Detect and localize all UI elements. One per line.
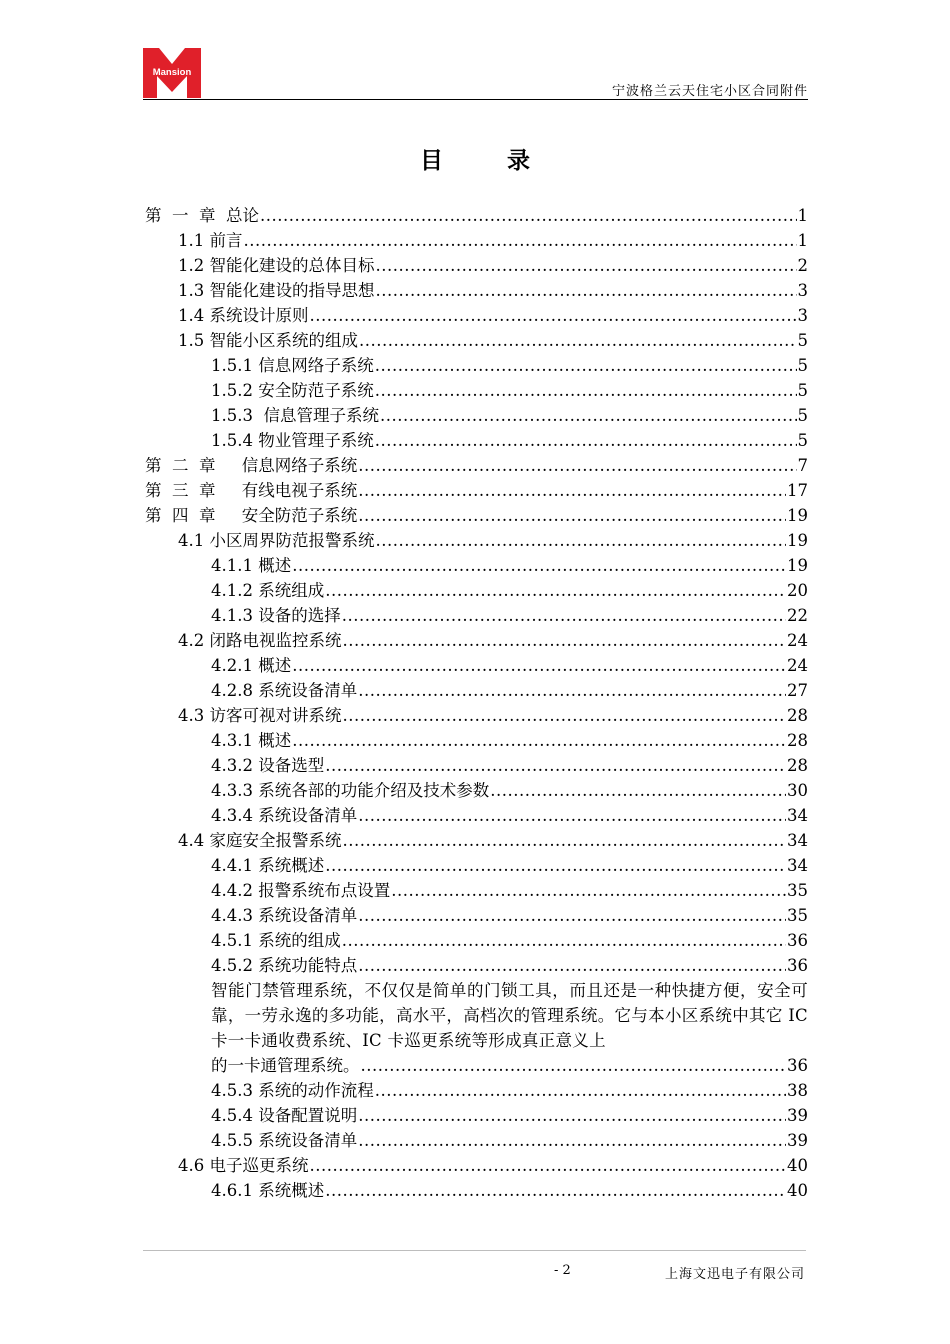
dot-leader — [358, 803, 786, 828]
toc-entry-label: 4.4.3 系统设备清单 — [211, 906, 358, 925]
toc-page-number: 19 — [787, 531, 808, 550]
toc-entry-label: 4.3 访客可视对讲系统 — [178, 706, 342, 725]
dot-leader — [376, 253, 797, 278]
dot-leader — [375, 1078, 786, 1103]
toc-entry-label: 4.3.1 概述 — [211, 731, 292, 750]
toc-entry[interactable] — [145, 628, 808, 653]
toc-entry-label: 4.2 闭路电视监控系统 — [178, 631, 342, 650]
toc-entry[interactable] — [145, 653, 808, 678]
toc-paragraph-last-line — [211, 1053, 808, 1078]
dot-leader — [244, 228, 797, 253]
toc-entry-label: 4.3.2 设备选型 — [211, 756, 325, 775]
toc-entry-label: 4.5.5 系统设备清单 — [211, 1131, 358, 1150]
toc-entry[interactable] — [145, 203, 808, 228]
toc-page-number: 30 — [787, 781, 808, 800]
toc-entry[interactable] — [145, 1128, 808, 1153]
toc-page-number: 24 — [787, 631, 808, 650]
toc-entry[interactable] — [145, 528, 808, 553]
footer-rule — [143, 1250, 806, 1251]
toc-entries-after — [145, 1078, 808, 1203]
toc-page-number: 3 — [797, 281, 808, 300]
toc-page-number: 5 — [797, 331, 808, 350]
dot-leader — [260, 203, 797, 228]
dot-leader — [358, 903, 786, 928]
toc-entry-label: 1.5.4 物业管理子系统 — [211, 431, 374, 450]
toc-page-number: 5 — [797, 381, 808, 400]
toc-page-number: 19 — [787, 506, 808, 525]
toc-page-number: 5 — [797, 431, 808, 450]
toc-page-number: 40 — [787, 1181, 808, 1200]
dot-leader — [358, 1103, 786, 1128]
toc-entry[interactable] — [145, 303, 808, 328]
toc-page-number: 27 — [787, 681, 808, 700]
toc-entry-label: 4.6.1 系统概述 — [211, 1181, 325, 1200]
footer-company: 上海文迅电子有限公司 — [664, 1267, 805, 1282]
dot-leader — [343, 703, 787, 728]
toc-entry[interactable] — [145, 603, 808, 628]
toc-entry[interactable] — [145, 403, 808, 428]
header-rule — [143, 99, 808, 100]
toc-entry[interactable] — [145, 228, 808, 253]
toc-entry-label: 1.2 智能化建设的总体目标 — [178, 256, 375, 275]
dot-leader — [361, 1053, 787, 1078]
toc-page-number: 34 — [787, 856, 808, 875]
toc-entry-label: 4.5.1 系统的组成 — [211, 931, 341, 950]
toc-entry[interactable] — [145, 478, 808, 503]
toc-page-number: 36 — [787, 931, 808, 950]
toc-page-number: 22 — [787, 606, 808, 625]
toc-page-number: 28 — [787, 756, 808, 775]
toc-entry[interactable] — [145, 778, 808, 803]
toc-entry-label: 1.5.2 安全防范子系统 — [211, 381, 374, 400]
dot-leader — [325, 1178, 786, 1203]
toc-entry-label: 第 二 章 信息网络子系统 — [145, 456, 358, 475]
dot-leader — [375, 353, 797, 378]
toc-entry-label: 第 一 章 总论 — [145, 206, 259, 225]
toc-entry-label: 4.1 小区周界防范报警系统 — [178, 531, 375, 550]
dot-leader — [292, 728, 786, 753]
toc-entry-label: 4.1.2 系统组成 — [211, 581, 325, 600]
toc-entry[interactable] — [145, 728, 808, 753]
toc-entry[interactable] — [145, 353, 808, 378]
dot-leader — [292, 553, 786, 578]
toc-page-number: 36 — [787, 1056, 808, 1075]
toc-entry[interactable] — [145, 853, 808, 878]
toc-entry[interactable] — [145, 753, 808, 778]
toc-entry[interactable] — [145, 328, 808, 353]
toc-page-number: 2 — [797, 256, 808, 275]
toc-entry-label: 4.3.4 系统设备清单 — [211, 806, 358, 825]
toc-page-number: 24 — [787, 656, 808, 675]
dot-leader — [325, 753, 786, 778]
dot-leader — [376, 528, 787, 553]
toc-entry[interactable] — [145, 503, 808, 528]
toc-entry-label: 1.4 系统设计原则 — [178, 306, 309, 325]
toc-entry[interactable] — [145, 553, 808, 578]
toc-entry[interactable] — [145, 428, 808, 453]
dot-leader — [292, 653, 786, 678]
dot-leader — [358, 1128, 786, 1153]
toc-page-number: 35 — [787, 906, 808, 925]
toc-entry-label: 第 三 章 有线电视子系统 — [145, 481, 358, 500]
dot-leader — [358, 503, 786, 528]
toc-entry[interactable] — [145, 453, 808, 478]
header-title: 宁波格兰云天住宅小区合同附件 — [611, 84, 808, 99]
toc-page-number: 39 — [787, 1131, 808, 1150]
dot-leader — [343, 628, 787, 653]
dot-leader — [358, 678, 786, 703]
dot-leader — [342, 928, 786, 953]
toc-page-number: 20 — [787, 581, 808, 600]
toc-page-number: 35 — [787, 881, 808, 900]
dot-leader — [358, 478, 786, 503]
table-of-contents — [145, 203, 808, 1203]
toc-entry-label: 1.1 前言 — [178, 231, 243, 250]
dot-leader — [343, 828, 787, 853]
toc-entry[interactable] — [145, 803, 808, 828]
toc-page-number: 7 — [797, 456, 808, 475]
toc-page-number: 17 — [787, 481, 808, 500]
toc-entry[interactable] — [145, 278, 808, 303]
toc-entry[interactable] — [145, 1178, 808, 1203]
toc-page-number: 34 — [787, 831, 808, 850]
toc-entry-label: 1.5.1 信息网络子系统 — [211, 356, 374, 375]
toc-page-number: 28 — [787, 731, 808, 750]
toc-entry-label: 4.1.3 设备的选择 — [211, 606, 341, 625]
toc-paragraph-last-text: 的一卡通管理系统。 — [211, 1056, 360, 1075]
toc-page-number: 1 — [797, 206, 808, 225]
toc-entry-label: 4.1.1 概述 — [211, 556, 292, 575]
dot-leader — [376, 278, 797, 303]
toc-entry[interactable] — [145, 1153, 808, 1178]
toc-title: 目 录 — [419, 147, 558, 174]
toc-page-number: 1 — [797, 231, 808, 250]
toc-page-number: 28 — [787, 706, 808, 725]
toc-page-number: 39 — [787, 1106, 808, 1125]
dot-leader — [490, 778, 786, 803]
dot-leader — [342, 603, 786, 628]
page-number: - 2 — [554, 1263, 571, 1278]
toc-page-number: 3 — [797, 306, 808, 325]
dot-leader — [375, 378, 797, 403]
toc-entry[interactable] — [145, 928, 808, 953]
toc-entry[interactable] — [145, 1103, 808, 1128]
dot-leader — [391, 878, 786, 903]
toc-paragraph-text: 智能门禁管理系统，不仅仅是简单的门锁工具，而且还是一种快捷方便，安全可靠，一劳永逸的多功能，高水平，高档次的管理系统。它与本小区系统中其它 IC 卡一卡通收费系统、IC 卡巡更系统等形成真正意义上 — [211, 981, 808, 1050]
toc-page-number: 19 — [787, 556, 808, 575]
toc-entry-label: 4.3.3 系统各部的功能介绍及技术参数 — [211, 781, 490, 800]
toc-entry-label: 4.6 电子巡更系统 — [178, 1156, 309, 1175]
toc-entry[interactable] — [145, 878, 808, 903]
toc-entry[interactable] — [145, 378, 808, 403]
toc-page-number: 38 — [787, 1081, 808, 1100]
toc-entry-label: 4.4.1 系统概述 — [211, 856, 325, 875]
dot-leader — [358, 453, 796, 478]
toc-entry[interactable] — [145, 253, 808, 278]
toc-entries — [145, 203, 808, 978]
toc-entry-label: 1.5.3 信息管理子系统 — [211, 406, 379, 425]
toc-entry-label: 4.5.4 设备配置说明 — [211, 1106, 358, 1125]
toc-entry-label: 4.2.1 概述 — [211, 656, 292, 675]
dot-leader — [325, 853, 786, 878]
toc-entry[interactable] — [145, 828, 808, 853]
toc-entry[interactable] — [145, 578, 808, 603]
toc-entry-label: 4.4.2 报警系统布点设置 — [211, 881, 391, 900]
toc-page-number: 34 — [787, 806, 808, 825]
dot-leader — [310, 1153, 787, 1178]
toc-entry[interactable] — [145, 903, 808, 928]
toc-entry[interactable] — [145, 678, 808, 703]
toc-entry[interactable] — [145, 953, 808, 978]
toc-entry[interactable] — [145, 1078, 808, 1103]
toc-entry-label: 1.5 智能小区系统的组成 — [178, 331, 358, 350]
toc-entry-label: 1.3 智能化建设的指导思想 — [178, 281, 375, 300]
toc-page-number: 36 — [787, 956, 808, 975]
toc-entry-label: 4.5.2 系统功能特点 — [211, 956, 358, 975]
dot-leader — [359, 328, 797, 353]
toc-page-number: 5 — [797, 356, 808, 375]
dot-leader — [375, 428, 797, 453]
mansion-logo — [143, 48, 201, 98]
toc-entry[interactable] — [145, 703, 808, 728]
dot-leader — [310, 303, 797, 328]
dot-leader — [358, 953, 786, 978]
toc-entry-label: 4.4 家庭安全报警系统 — [178, 831, 342, 850]
dot-leader — [380, 403, 797, 428]
toc-entry-label: 4.5.3 系统的动作流程 — [211, 1081, 374, 1100]
toc-page-number: 5 — [797, 406, 808, 425]
toc-page-number: 40 — [787, 1156, 808, 1175]
logo-text: Mansion — [152, 67, 192, 78]
dot-leader — [325, 578, 786, 603]
toc-entry-label: 4.2.8 系统设备清单 — [211, 681, 358, 700]
toc-entry-label: 第 四 章 安全防范子系统 — [145, 506, 358, 525]
toc-paragraph-entry[interactable] — [145, 978, 808, 1078]
